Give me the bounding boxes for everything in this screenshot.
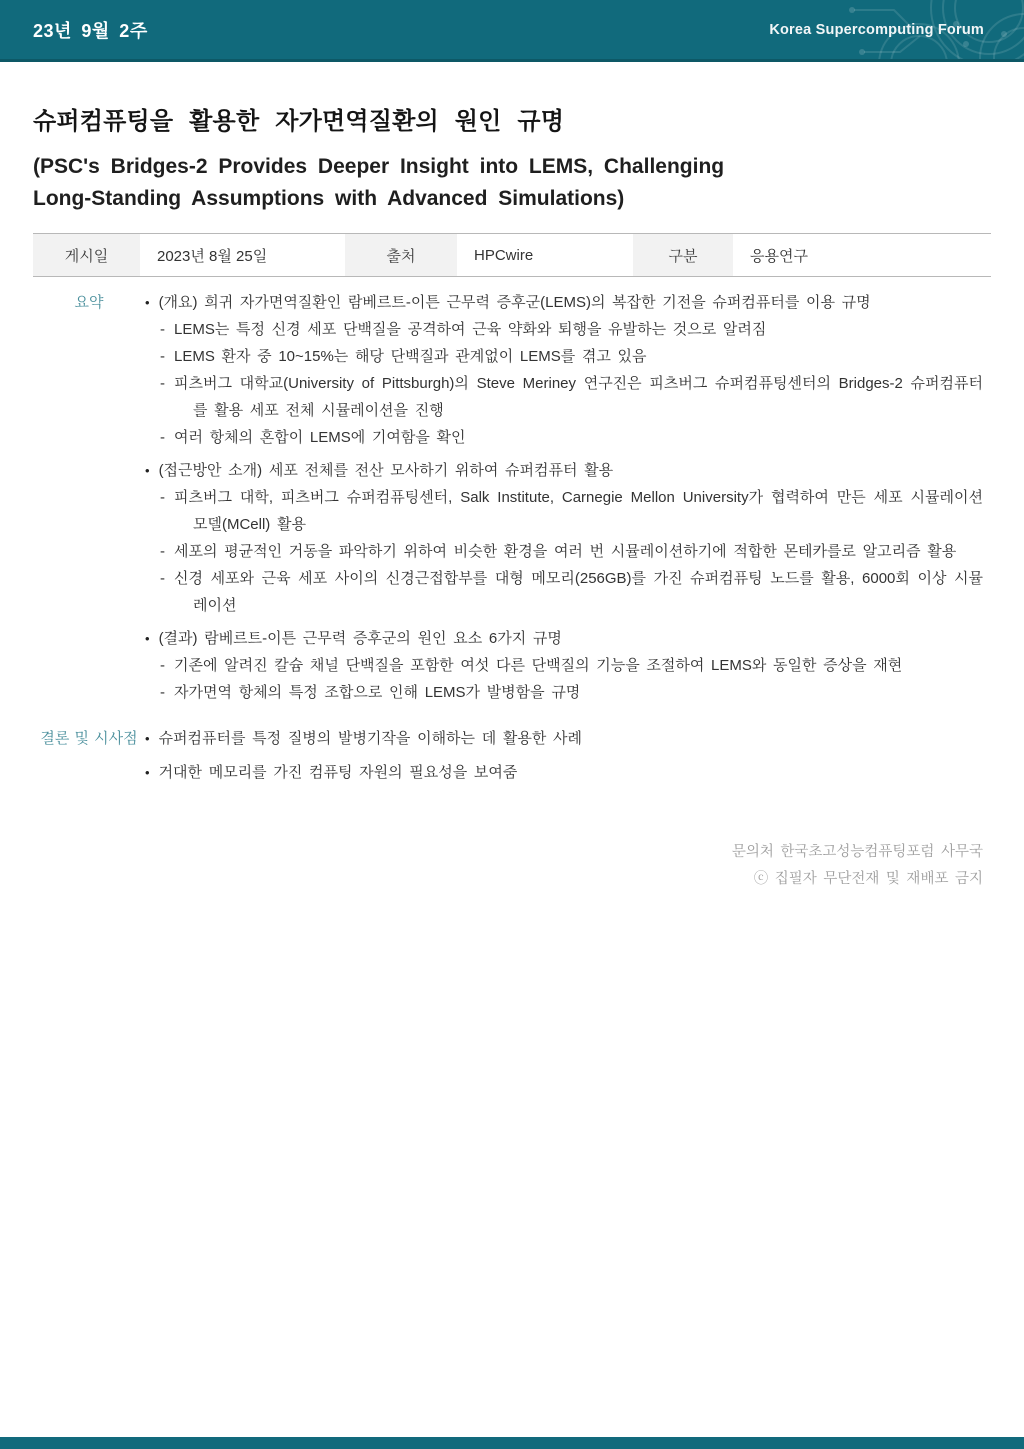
meta-label-source: 출처 (345, 234, 457, 276)
sub-item: - 기존에 알려진 칼슘 채널 단백질을 포함한 여섯 다른 단백질의 기능을 조절하여 LEMS와 동일한 증상을 재현 (145, 652, 983, 679)
subtitle-line-2: Long-Standing Assumptions with Advanced Simulations) (33, 187, 625, 210)
bullet-item: • 거대한 메모리를 가진 컴퓨팅 자원의 필요성을 보여줌 (145, 759, 983, 786)
issue-week-label: 23년 9월 2주 (33, 20, 148, 41)
summary-section-body (145, 289, 991, 706)
summary-group-approach (145, 457, 983, 619)
meta-value-category: 응용연구 (750, 247, 808, 265)
bullet-item: • 슈퍼컴퓨터를 특정 질병의 발병기작을 이해하는 데 활용한 사례 (145, 725, 983, 752)
summary-section (33, 289, 991, 706)
sub-item: - 세포의 평균적인 거동을 파악하기 위하여 비슷한 환경을 여러 번 시뮬레이션하기에 적합한 몬테카를로 알고리즘 활용 (145, 538, 983, 565)
sub-item: - LEMS 환자 중 10~15%는 해당 단백질과 관계없이 LEMS를 겪고 있음 (145, 343, 983, 370)
meta-label-post-date: 게시일 (33, 234, 140, 276)
subtitle-line-1: (PSC's Bridges-2 Provides Deeper Insight into LEMS, Challenging (33, 155, 725, 178)
conclusion-section (33, 725, 991, 786)
article-body (0, 105, 1024, 893)
copyright-line: ⓒ 집필자 무단전재 및 재배포 금지 (753, 871, 983, 887)
brand-logo-text: Korea Supercomputing Forum (769, 21, 984, 38)
page-title: 슈퍼컴퓨팅을 활용한 자가면역질환의 원인 규명 (33, 108, 565, 135)
footer-contact-block (33, 839, 991, 893)
meta-table (33, 233, 991, 277)
sub-item: - 피츠버그 대학교(University of Pittsburgh)의 Steve Meriney 연구진은 피츠버그 슈퍼컴퓨팅센터의 Bridges-2 슈퍼컴퓨터를 활용 세포 전체 시뮬레이션을 진행 (145, 370, 983, 424)
contact-line: 문의처 한국초고성능컴퓨팅포럼 사무국 (731, 844, 983, 860)
bullet-item: • (개요) 희귀 자가면역질환인 람베르트-이튼 근무력 증후군(LEMS)의 복잡한 기전을 슈퍼컴퓨터를 이용 규명 (145, 289, 983, 316)
conclusion-section-label: 결론 및 시사점 (40, 730, 138, 747)
meta-value-post-date: 2023년 8월 25일 (157, 247, 268, 265)
bullet-item: • (접근방안 소개) 세포 전체를 전산 모사하기 위하여 슈퍼컴퓨터 활용 (145, 457, 983, 484)
meta-value-source: HPCwire (474, 246, 534, 264)
summary-group-results (145, 625, 983, 706)
footer-bar (0, 1437, 1024, 1449)
summary-group-overview (145, 289, 983, 451)
conclusion-section-body (145, 725, 991, 786)
sub-item: - 자가면역 항체의 특정 조합으로 인해 LEMS가 발병함을 규명 (145, 679, 983, 706)
header-bar (0, 0, 1024, 62)
summary-section-label: 요약 (74, 294, 104, 311)
sub-item: - 여러 항체의 혼합이 LEMS에 기여함을 확인 (145, 424, 983, 451)
sub-item: - LEMS는 특정 신경 세포 단백질을 공격하여 근육 약화와 퇴행을 유발하는 것으로 알려짐 (145, 316, 983, 343)
sub-item: - 신경 세포와 근육 세포 사이의 신경근접합부를 대형 메모리(256GB)를 가진 슈퍼컴퓨팅 노드를 활용, 6000회 이상 시뮬레이션 (145, 565, 983, 619)
subtitle-english (33, 151, 991, 215)
meta-label-category: 구분 (633, 234, 733, 276)
bullet-item: • (결과) 람베르트-이튼 근무력 증후군의 원인 요소 6가지 규명 (145, 625, 983, 652)
sub-item: - 피츠버그 대학, 피츠버그 슈퍼컴퓨팅센터, Salk Institute, Carnegie Mellon University가 협력하여 만든 세포 시뮬레이션 모델(MCell) 활용 (145, 484, 983, 538)
